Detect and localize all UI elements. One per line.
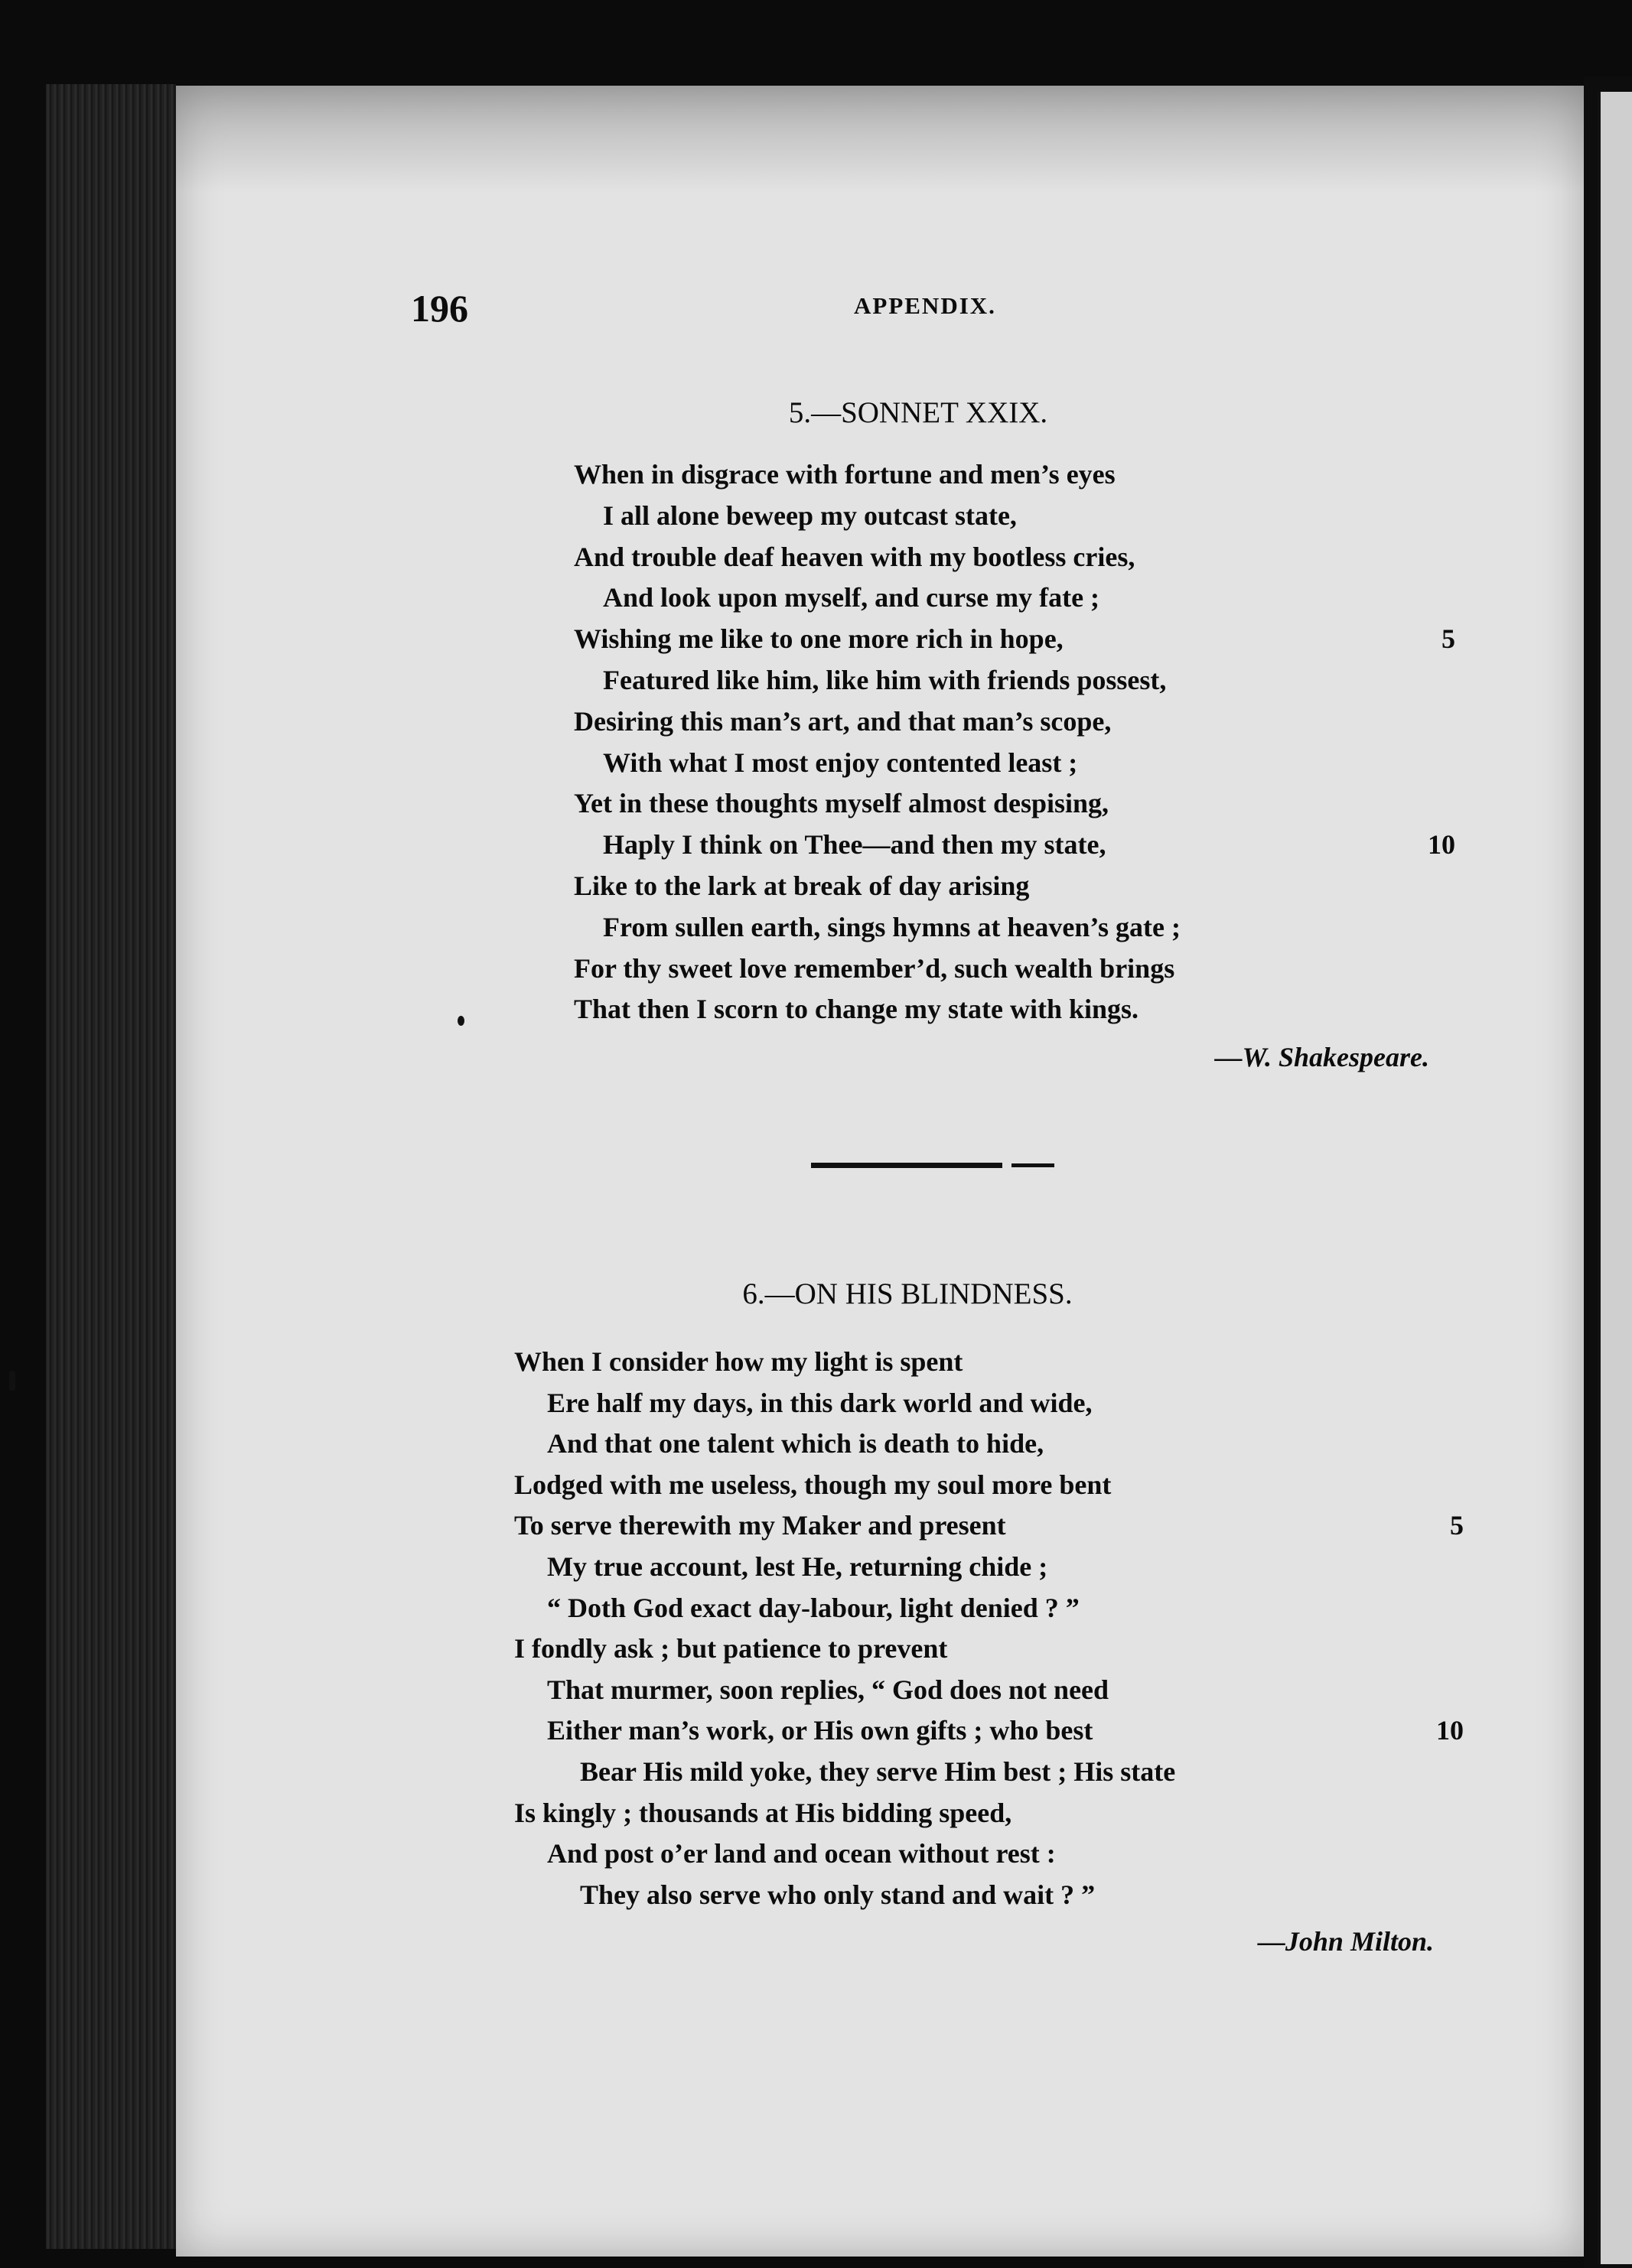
line-number: 10 [1428,829,1455,860]
poem-line: That then I scorn to change my state with kings. [574,994,1139,1024]
poem-line: Featured like him, like him with friends possest, [603,665,1167,695]
poem-title: 6.—ON HIS BLINDNESS. [742,1277,1073,1310]
poem-line: Desiring this man’s art, and that man’s scope, [574,706,1112,737]
poem-attribution: —W. Shakespeare. [1214,1042,1429,1072]
poem-line: My true account, lest He, returning chide ; [547,1551,1048,1582]
poem-line: That murmer, soon replies, “ God does not need [547,1674,1109,1705]
poem-line: “ Doth God exact day-labour, light denied ? ” [547,1593,1080,1623]
poem-line: And look upon myself, and curse my fate ; [603,582,1100,613]
poem-line: And that one talent which is death to hide, [547,1428,1044,1459]
poem-line: Yet in these thoughts myself almost despising, [574,788,1109,818]
poem-line: Bear His mild yoke, they serve Him best ; His state [580,1756,1176,1787]
poem-line: Is kingly ; thousands at His bidding speed, [514,1798,1012,1828]
poem-line: For thy sweet love remember’d, such wealth brings [574,953,1175,984]
section-divider [811,1163,1002,1168]
poem-attribution: —John Milton. [1257,1926,1434,1957]
poem-line: With what I most enjoy contented least ; [603,747,1078,778]
poem-line: From sullen earth, sings hymns at heaven’s gate ; [603,912,1181,942]
line-number: 5 [1441,623,1455,654]
poem-line: When I consider how my light is spent [514,1346,963,1377]
ink-speck [458,1016,464,1026]
ink-speck [9,1371,15,1391]
poem-line: To serve therewith my Maker and present [514,1510,1006,1541]
line-number: 10 [1436,1715,1464,1746]
next-page-edge [1584,76,1632,2268]
poem-line: I fondly ask ; but patience to prevent [514,1633,948,1664]
poem-line: Haply I think on Thee—and then my state, [603,829,1106,860]
poem-line: Like to the lark at break of day arising [574,870,1030,901]
poem-line: Wishing me like to one more rich in hope, [574,623,1064,654]
poem-line: Lodged with me useless, though my soul more bent [514,1469,1112,1500]
poem-line: I all alone beweep my outcast state, [603,500,1017,531]
line-number: 5 [1450,1510,1464,1541]
poem-line: And post o’er land and ocean without rest : [547,1838,1056,1869]
running-head: APPENDIX. [854,292,996,319]
poem-line: Either man’s work, or His own gifts ; who best [547,1715,1093,1746]
poem-line: And trouble deaf heaven with my bootless cries, [574,542,1135,572]
book-spine-edge [46,84,176,2249]
poem-line: They also serve who only stand and wait ? ” [580,1879,1096,1910]
poem-line: When in disgrace with fortune and men’s eyes [574,459,1116,490]
page-number: 196 [411,287,468,330]
next-page-strip [1598,92,1632,2264]
poem-line: Ere half my days, in this dark world and wide, [547,1388,1093,1418]
poem-title: 5.—SONNET XXIX. [788,396,1048,429]
section-divider-tail [1011,1163,1054,1167]
